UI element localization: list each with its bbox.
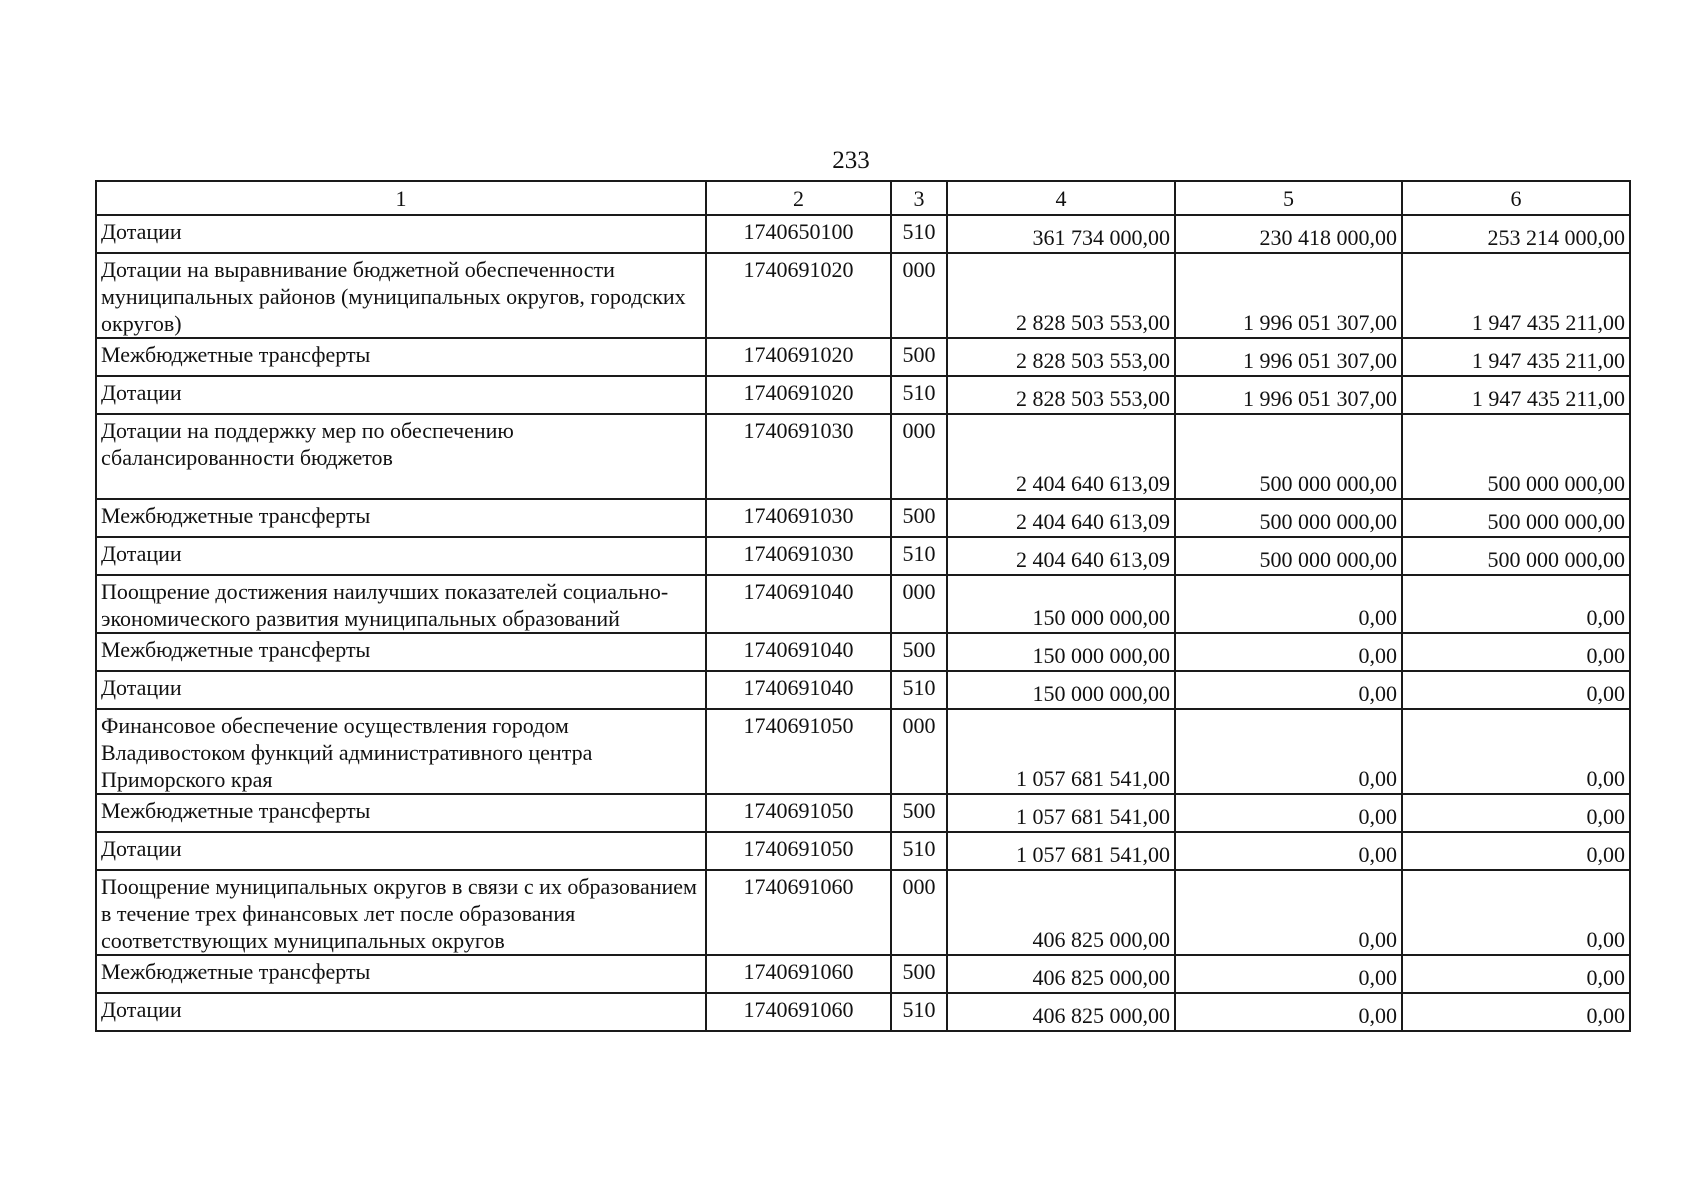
row-amount-1: 1 057 681 541,00 bbox=[947, 709, 1175, 794]
table-row bbox=[96, 499, 1630, 537]
row-type: 000 bbox=[891, 709, 947, 794]
row-type: 510 bbox=[891, 832, 947, 870]
row-type: 510 bbox=[891, 993, 947, 1031]
row-code: 1740691060 bbox=[706, 870, 891, 955]
table-row bbox=[96, 253, 1630, 338]
row-amount-3: 0,00 bbox=[1402, 832, 1630, 870]
row-amount-2: 500 000 000,00 bbox=[1175, 414, 1402, 499]
row-name: Дотации на поддержку мер по обеспечению сбалансированности бюджетов bbox=[96, 414, 706, 499]
row-amount-3: 500 000 000,00 bbox=[1402, 499, 1630, 537]
row-amount-2: 1 996 051 307,00 bbox=[1175, 338, 1402, 376]
row-code: 1740691020 bbox=[706, 253, 891, 338]
row-amount-2: 0,00 bbox=[1175, 709, 1402, 794]
row-type: 000 bbox=[891, 253, 947, 338]
row-amount-1: 2 404 640 613,09 bbox=[947, 499, 1175, 537]
row-amount-1: 2 404 640 613,09 bbox=[947, 537, 1175, 575]
row-amount-2: 500 000 000,00 bbox=[1175, 537, 1402, 575]
row-amount-1: 2 828 503 553,00 bbox=[947, 376, 1175, 414]
table-row bbox=[96, 215, 1630, 253]
header-row bbox=[96, 181, 1630, 215]
table-row bbox=[96, 794, 1630, 832]
table-row bbox=[96, 993, 1630, 1031]
row-amount-2: 0,00 bbox=[1175, 633, 1402, 671]
row-amount-3: 0,00 bbox=[1402, 993, 1630, 1031]
row-name: Межбюджетные трансферты bbox=[96, 955, 706, 993]
row-amount-3: 0,00 bbox=[1402, 575, 1630, 633]
row-code: 1740691050 bbox=[706, 709, 891, 794]
row-code: 1740691060 bbox=[706, 993, 891, 1031]
row-name: Межбюджетные трансферты bbox=[96, 338, 706, 376]
row-amount-1: 2 828 503 553,00 bbox=[947, 338, 1175, 376]
row-type: 500 bbox=[891, 499, 947, 537]
row-name: Поощрение муниципальных округов в связи с их образованием в течение трех финансовых лет после образования соответствующих муниципальных округов bbox=[96, 870, 706, 955]
column-header: 4 bbox=[947, 181, 1175, 215]
row-name: Финансовое обеспечение осуществления городом Владивостоком функций административного центра Приморского края bbox=[96, 709, 706, 794]
row-name: Межбюджетные трансферты bbox=[96, 633, 706, 671]
table-row bbox=[96, 709, 1630, 794]
row-amount-3: 0,00 bbox=[1402, 794, 1630, 832]
row-amount-1: 406 825 000,00 bbox=[947, 870, 1175, 955]
table-row bbox=[96, 832, 1630, 870]
row-amount-3: 253 214 000,00 bbox=[1402, 215, 1630, 253]
row-amount-2: 0,00 bbox=[1175, 870, 1402, 955]
row-type: 500 bbox=[891, 794, 947, 832]
row-code: 1740691020 bbox=[706, 338, 891, 376]
row-type: 510 bbox=[891, 376, 947, 414]
table-row bbox=[96, 575, 1630, 633]
row-code: 1740691030 bbox=[706, 414, 891, 499]
row-amount-3: 1 947 435 211,00 bbox=[1402, 253, 1630, 338]
row-type: 000 bbox=[891, 575, 947, 633]
row-code: 1740691060 bbox=[706, 955, 891, 993]
page-number: 233 bbox=[832, 147, 870, 174]
column-header: 5 bbox=[1175, 181, 1402, 215]
row-name: Дотации на выравнивание бюджетной обеспеченности муниципальных районов (муниципальных округов, городских округов) bbox=[96, 253, 706, 338]
row-amount-1: 150 000 000,00 bbox=[947, 633, 1175, 671]
column-header: 2 bbox=[706, 181, 891, 215]
row-type: 000 bbox=[891, 870, 947, 955]
row-type: 510 bbox=[891, 215, 947, 253]
row-amount-3: 0,00 bbox=[1402, 955, 1630, 993]
row-code: 1740691030 bbox=[706, 537, 891, 575]
row-amount-2: 230 418 000,00 bbox=[1175, 215, 1402, 253]
row-code: 1740691040 bbox=[706, 575, 891, 633]
row-name: Дотации bbox=[96, 376, 706, 414]
row-amount-2: 1 996 051 307,00 bbox=[1175, 376, 1402, 414]
row-amount-2: 0,00 bbox=[1175, 955, 1402, 993]
row-amount-2: 0,00 bbox=[1175, 993, 1402, 1031]
row-type: 500 bbox=[891, 338, 947, 376]
row-name: Межбюджетные трансферты bbox=[96, 499, 706, 537]
row-amount-3: 500 000 000,00 bbox=[1402, 414, 1630, 499]
row-amount-2: 500 000 000,00 bbox=[1175, 499, 1402, 537]
row-amount-2: 0,00 bbox=[1175, 671, 1402, 709]
table-row bbox=[96, 376, 1630, 414]
row-amount-3: 1 947 435 211,00 bbox=[1402, 338, 1630, 376]
row-amount-1: 406 825 000,00 bbox=[947, 993, 1175, 1031]
row-amount-3: 0,00 bbox=[1402, 671, 1630, 709]
row-amount-3: 0,00 bbox=[1402, 870, 1630, 955]
row-type: 500 bbox=[891, 633, 947, 671]
row-type: 000 bbox=[891, 414, 947, 499]
row-amount-3: 500 000 000,00 bbox=[1402, 537, 1630, 575]
row-amount-3: 0,00 bbox=[1402, 709, 1630, 794]
row-name: Дотации bbox=[96, 537, 706, 575]
row-amount-2: 0,00 bbox=[1175, 794, 1402, 832]
row-name: Межбюджетные трансферты bbox=[96, 794, 706, 832]
row-code: 1740691040 bbox=[706, 671, 891, 709]
table-row bbox=[96, 414, 1630, 499]
row-amount-2: 0,00 bbox=[1175, 575, 1402, 633]
table-row bbox=[96, 955, 1630, 993]
row-amount-3: 0,00 bbox=[1402, 633, 1630, 671]
row-amount-2: 1 996 051 307,00 bbox=[1175, 253, 1402, 338]
column-header: 1 bbox=[96, 181, 706, 215]
column-header: 6 bbox=[1402, 181, 1630, 215]
row-amount-2: 0,00 bbox=[1175, 832, 1402, 870]
row-code: 1740691020 bbox=[706, 376, 891, 414]
budget-table bbox=[95, 180, 1631, 1032]
row-code: 1740691050 bbox=[706, 832, 891, 870]
row-amount-1: 361 734 000,00 bbox=[947, 215, 1175, 253]
column-header: 3 bbox=[891, 181, 947, 215]
row-amount-3: 1 947 435 211,00 bbox=[1402, 376, 1630, 414]
row-type: 510 bbox=[891, 537, 947, 575]
row-name: Дотации bbox=[96, 215, 706, 253]
row-amount-1: 2 828 503 553,00 bbox=[947, 253, 1175, 338]
row-code: 1740691030 bbox=[706, 499, 891, 537]
row-amount-1: 150 000 000,00 bbox=[947, 671, 1175, 709]
table-row bbox=[96, 338, 1630, 376]
row-name: Дотации bbox=[96, 832, 706, 870]
row-name: Дотации bbox=[96, 671, 706, 709]
row-code: 1740650100 bbox=[706, 215, 891, 253]
row-amount-1: 1 057 681 541,00 bbox=[947, 832, 1175, 870]
row-code: 1740691050 bbox=[706, 794, 891, 832]
table-row bbox=[96, 537, 1630, 575]
row-type: 510 bbox=[891, 671, 947, 709]
row-type: 500 bbox=[891, 955, 947, 993]
table-row bbox=[96, 870, 1630, 955]
row-amount-1: 2 404 640 613,09 bbox=[947, 414, 1175, 499]
row-name: Поощрение достижения наилучших показателей социально-экономического развития муниципальных образований bbox=[96, 575, 706, 633]
row-amount-1: 1 057 681 541,00 bbox=[947, 794, 1175, 832]
row-amount-1: 150 000 000,00 bbox=[947, 575, 1175, 633]
row-amount-1: 406 825 000,00 bbox=[947, 955, 1175, 993]
row-name: Дотации bbox=[96, 993, 706, 1031]
row-code: 1740691040 bbox=[706, 633, 891, 671]
table-row bbox=[96, 671, 1630, 709]
table-row bbox=[96, 633, 1630, 671]
